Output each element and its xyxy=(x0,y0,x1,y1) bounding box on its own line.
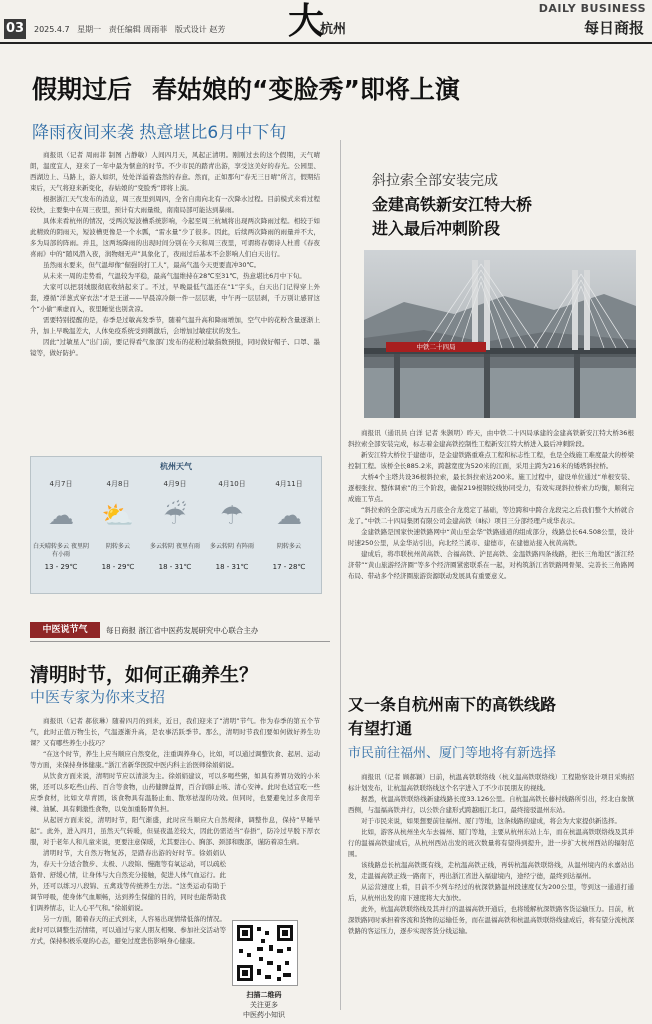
rain-icon: ☔ xyxy=(163,501,187,531)
weather-temp: 18 - 31℃ xyxy=(158,563,192,571)
page-header xyxy=(0,0,652,44)
weather-desc: 白天晴转多云 夜里阴有小雨 xyxy=(33,543,89,558)
rail-paragraph: 该线路总长杭温高铁既有线，走杭温高铁正线，再转杭温高铁联络线，从温州境内的永嘉站出发，走温福高铁正线一路南下，再出浙江省进入福建境内，途经宁德，最终到达福州。 xyxy=(348,861,634,880)
weather-date: 4月7日 xyxy=(49,480,73,488)
rail-headline-1: 又一条自杭州南下的高铁线路 xyxy=(348,695,557,714)
section-city: 杭州 xyxy=(320,22,347,37)
bridge-paragraph: 建成后，将串联杭州黄高铁、合福高铁、沪昆高铁、金温铁路四条线路，把长三角地区“浙江经济带”“黄山旅游经济圈”等多个经济圈紧密联系在一起，对构筑浙江省铁路网骨架、完善长三角路网布局、带动多个经济圈旅游资源联动发展具有重要意义。 xyxy=(348,550,634,580)
weather-date: 4月10日 xyxy=(218,480,246,488)
tcm-story-body xyxy=(30,716,320,947)
weather-desc: 阴转多云 xyxy=(276,543,301,550)
tcm-paragraph: 从起居方面来说，清明时节，阳气渐盛，此时应当顺应大自然规律，调整作息，保持“早睡早起”。此外，进入四月，虽然天气转暖，但昼夜温差较大，因此仍需适当“春捂”，防冷过早脱下厚衣服，对于老年人和儿童来说，更要注意保暖，尤其要注心、胸部、颈部和腹部，谨防着凉生病。 xyxy=(30,816,320,846)
weather-date: 4月9日 xyxy=(163,480,187,488)
weather-day xyxy=(204,477,260,587)
main-paragraph: 大家可以把羽绒服彻底收纳起来了。不过，早晚最低气温还在“1”字头，白天出门记得穿上外套，遵循“洋葱式穿衣法”才是王道——早晨凉冷颇一件一层层裹，中午再一层层剥，千万别让感冒这个“小偷”乘虚而入，夜里睡觉也别贪凉。 xyxy=(30,283,320,313)
weather-title: 杭州天气 xyxy=(160,462,192,471)
main-paragraph: 虽然雨水要来，但气温却像“倔强的打工人”，最高气温今天更要直冲30℃。 xyxy=(43,261,261,269)
page-number: 03 xyxy=(4,19,26,39)
weather-desc: 阴转多云 xyxy=(105,543,130,550)
partly-cloudy-icon: ⛅ xyxy=(101,501,135,531)
weather-date: 4月11日 xyxy=(275,480,303,488)
brand-english: DAILY BUSINESS xyxy=(538,2,646,15)
header-rule xyxy=(0,42,652,44)
rail-headline-2: 有望打通 xyxy=(348,719,413,738)
issue-date: 2025.4.7 xyxy=(34,25,70,34)
tcm-paragraph: 清明时节，大自然万物复苏，是踏春出游的好时节。徐娟娟认为，春天十分适合散步、太极、八段锦、慢跑等有氧运动，可以疏松筋骨、舒缓心情，让身体与大自然充分接触，促进人体气血运行。此外，还可以练习八段锦、五禽戏等传统养生方法。“这类运动有助于调节呼吸，使身体气血顺畅，达到养生保健的目的，同时也能帮助我们调养情志，让人心平气和。”徐娟娟说。 xyxy=(30,849,226,912)
qr-caption-line: 中医药小知识 xyxy=(243,1011,285,1019)
weather-temp: 18 - 31℃ xyxy=(215,563,249,571)
main-paragraph: 商报讯（记者 周雨菲 制图 占静敏）人间四月天，风起正清明。刚刚过去的这个假期，天气晴朗，温度宜人，迎来了一年中最为惬意的时节。不少市民的踏青出游，享受这美好的春光。公园里、西湖边上、马路上，游人如织，处处洋溢着盎然的春意。然而，正如那句“春无三日晴”所言，假期结束后，天气将迎来新变化，春姑娘的“变脸秀”即将上演。 xyxy=(30,151,320,192)
bridge-paragraph: 大桥4个主塔共设36根斜拉索，最长斜拉索达200米。施工过程中，建设单位通过“单根安装、逐根张拉、整体调索”的三个阶段，确保219根钢绞线协同受力，有效实现斜拉桥索力均衡，顺利完成施工节点。 xyxy=(348,473,634,503)
tcm-paragraph: 从饮食方面来说，清明时节应以清淡为主。徐娟娟建议，可以多喝些粥，如具有养胃功效的小米粥，还可以多吃些山药、百合等食物，山药健脾益胃，百合润肺止咳、清心安神。此时也适宜吃一些应季食材，比如文草青团，该食物具有温肠止血、散寒祛湿的功效。但同时，也要避免过多食用辛辣、油腻、具有刺激性食物，以免加重肠胃负担。 xyxy=(30,772,320,813)
bridge-paragraph: 商报讯（通讯员 白洋 记者 朱颢明）昨天，由中铁二十四局承建的金建高铁新安江特大桥36根斜拉索全部安装完成，标志着金建高铁控制性工程新安江特大桥进入最后冲刺阶段。 xyxy=(348,429,634,448)
weather-desc: 多云转阴 有阵雨 xyxy=(210,543,254,550)
tcm-column-tag: 中医说节气 xyxy=(30,622,100,638)
tcm-column-desc: 每日商报 浙江省中医药发展研究中心联合主办 xyxy=(106,626,259,635)
tcm-paragraph: 另一方面，随着春天的正式到来，人容易出现情绪低落的情况。此时可以调整生活情绪，可以通过与家人朋友相聚、参加社交活动等方式，保持积极乐观的心态，避免过度悲伤影响身心健康。 xyxy=(30,915,226,945)
weather-forecast xyxy=(30,456,322,594)
main-paragraph: 根据浙江天气发布的消息，周三夜里到周四，全省自南向北有一次降水过程。目前模式来看过程较快，主要集中在周三夜里，预计有大雨量级，南南局部可能达到暴雨。 xyxy=(30,195,320,214)
section-logo: 大 xyxy=(288,0,325,42)
tcm-paragraph: 商报讯（记者 郝依琳）随着四月的到来，近日，我们迎来了“清明”节气。作为春季的第五个节气，此时正值万物生长，气温逐渐升高，是农事活跃季节。那么，清明时节我们要如何做好养生功课？又有哪些养生小技巧？ xyxy=(30,717,320,747)
issue-info xyxy=(34,24,230,35)
qr-caption-line: 扫描二维码 xyxy=(246,991,282,999)
rail-paragraph: 据悉，杭温高铁联络线新建线路长度33.126公里。自杭温高铁长藤村线路所引出，经北白象镇西侧，与温福高铁并行，以公铁合建形式跨越瓯江北口，最终接驳温州东站。 xyxy=(348,795,634,814)
main-paragraph: 从未来一周的走势看，气温较为平稳，最高气温维持在28℃至31℃，热意堪比6月中下旬。 xyxy=(43,272,306,280)
bridge-paragraph: “斜拉索的全部完成为五月底全合龙奠定了基础，等边跨和中跨合龙段完之后我们整个大桥就合龙了。”中铁二十四局集团有限公司金建高铁（Ⅱ标）项目三分部经理卢成华表示。 xyxy=(348,506,634,525)
main-headline-part2: 春姑娘的“变脸秀”即将上演 xyxy=(152,75,460,104)
weather-day xyxy=(33,477,89,587)
main-paragraph: 需要特别提醒的是，春季是过敏高发季节，随着气温升高和降雨增加，空气中的花粉含量逐渐上升，加上早晚温差大，人体免疫系统受到刺激后，会增加过敏症状的发生。 xyxy=(30,316,320,335)
weather-temp: 18 - 29℃ xyxy=(101,563,135,571)
issue-design: 版式设计 赵芳 xyxy=(174,25,226,34)
main-paragraph: 因此“过敏星人”出门前，要记得看气象部门发布的花粉过敏指数预报，同时做好帽子、口罩、墨镜等，做好防护。 xyxy=(30,338,320,357)
rail-paragraph: 对于市民来说，如果想要前往福州、厦门等地，这条线路的建成，将会为大家提供新选择。 xyxy=(361,817,621,825)
weather-temp: 17 - 28℃ xyxy=(272,563,306,571)
tcm-column-bar xyxy=(30,622,330,638)
qr-code-icon xyxy=(233,921,297,985)
issue-editor: 责任编辑 周雨菲 xyxy=(108,25,168,34)
main-headline-part1: 假期过后 xyxy=(32,75,133,104)
main-paragraph: 具体来看杭州的情况，受两次短波槽系统影响，今起至周三杭城将出现两次降雨过程。相较于如此精致的阴雨天，短波槽更像是一个水瓢，“雷水量”少了很多。因此，后续两次降雨的雨量并不大，多为局部的阵雨。并且，这两场降雨的出现时间分别在今天和周三夜里，可谓将春朝诗人杜甫《春夜喜雨》中的“随风潜入夜，润物细无声”具象化了，夜雨过后基本不会影响人们白天出行。 xyxy=(30,217,320,258)
bridge-kicker: 斜拉索全部安装完成 xyxy=(372,173,498,189)
main-story-body xyxy=(30,150,320,359)
qr-caption-line: 关注更多 xyxy=(250,1001,278,1009)
weather-date: 4月8日 xyxy=(106,480,130,488)
qr-caption xyxy=(228,990,300,1020)
tcm-paragraph: “在这个时节，养生上应当顺应自然变化，注重调养身心，比如，可以通过调整饮食、起居、运动等方面，来保持身体健康。”浙江省新华医院中医内科主治医师徐娟娟说。 xyxy=(30,750,320,769)
bridge-paragraph: 金建铁路是国家快速铁路网中“黄山至金华”铁路通道的组成部分，线路总长64.508公里，设计时速250公里，从金华站引出，向北经兰溪市、建德市，在建德站接入杭黄高铁。 xyxy=(348,528,634,547)
rail-story-body xyxy=(348,772,634,937)
weather-day xyxy=(147,477,203,587)
weather-day xyxy=(261,477,317,587)
main-headline xyxy=(32,70,460,106)
rail-subheadline: 市民前往福州、厦门等地将有新选择 xyxy=(348,746,557,761)
issue-weekday: 星期一 xyxy=(77,25,102,34)
rail-paragraph: 比如，游客从杭州坐火车去福州、厦门等地，主要从杭州东站上车，而在杭温高铁联络线及其并行的温福高铁建成后，从杭州西站出发的班次数量将有望得到提升，进一步扩大杭州西站的辐射范围。 xyxy=(348,828,634,858)
bridge-photo xyxy=(364,250,636,418)
rain-icon: ☂ xyxy=(220,501,244,531)
qr-code[interactable] xyxy=(232,920,298,986)
tcm-headline: 清明时节，如何正确养生？ xyxy=(30,664,259,686)
weather-desc: 多云转阴 夜里有雨 xyxy=(150,543,200,550)
column-divider xyxy=(340,140,341,1010)
bridge-story-body xyxy=(348,428,634,582)
bridge-photo-illustration xyxy=(364,250,636,418)
main-subheadline: 降雨夜间来袭 热意堪比6月中下旬 xyxy=(32,123,287,143)
rail-paragraph: 从运营速度上看，目前不少列车经过的杭深铁路温州段速度仅为200公里，等到这一通道打通后，从杭州出发的南下速度将大大加快。 xyxy=(348,883,634,902)
rail-paragraph: 此外，杭温高铁联络线及其并行的温福高铁开通后，也将缓解杭深铁路客货运输压力。目前，杭深铁路同时承担着客流和货物的运输任务，而在温福高铁和杭温高铁联络线建成后，将有望分流杭深铁路的客运压力，逐步实现客货分线运输。 xyxy=(348,905,634,935)
bridge-headline-1: 金建高铁新安江特大桥 xyxy=(372,195,533,214)
cloudy-icon: ☁ xyxy=(276,501,302,531)
tcm-rule xyxy=(30,641,330,642)
weather-day xyxy=(90,477,146,587)
bridge-paragraph: 新安江特大桥位于建德市，是金建铁路重难点工程和标志性工程，也是全线施工难度最大的桥梁控制工程。该桥全长885.2米，跨越宽度为520米的江面，采用主跨为216米的矮塔斜拉桥。 xyxy=(348,451,634,470)
weather-temp: 13 - 29℃ xyxy=(44,563,78,571)
brand-chinese: 每日商报 xyxy=(583,19,644,37)
bridge-banner: 中铁二十四局 xyxy=(416,343,456,351)
bridge-headline-2: 进入最后冲刺阶段 xyxy=(372,219,501,238)
rail-paragraph: 商报讯（记者 顾郝颖）日前，杭温高铁联络线（杭义温高铁联络线）工程勘察设计项目采购招标计划发布，让杭温高铁联络线这个名字进入了不少市民朋友的视线。 xyxy=(348,773,634,792)
cloudy-icon: ☁ xyxy=(48,501,74,531)
tcm-subheadline: 中医专家为你来支招 xyxy=(30,688,166,706)
